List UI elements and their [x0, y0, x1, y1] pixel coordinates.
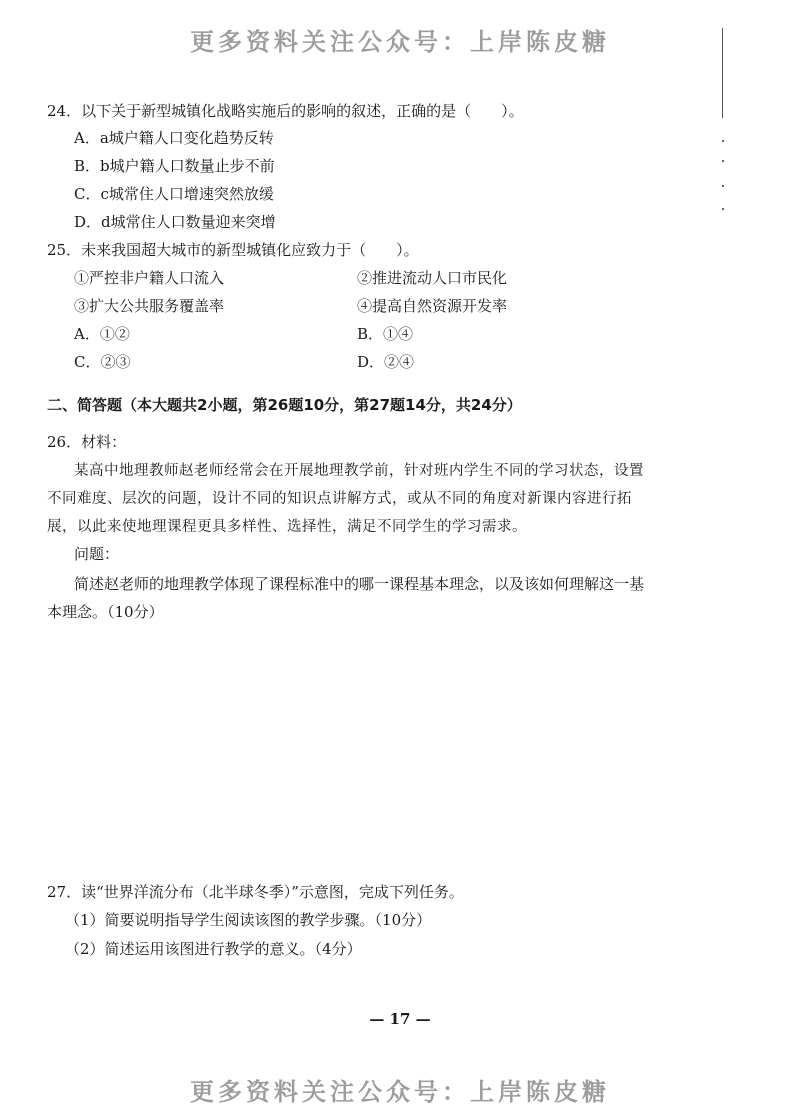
question-24-stem: 24．以下关于新型城镇化战略实施后的影响的叙述，正确的是（ ）。 — [47, 102, 524, 120]
question-24-option-d: D．d城常住人口数量迎来突增 — [74, 213, 276, 231]
question-27-task-2: （2）简述运用该图进行教学的意义。（4分） — [65, 940, 362, 958]
question-26-material-line: 展，以此来使地理课程更具多样性、选择性，满足不同学生的学习需求。 — [47, 519, 527, 535]
scan-edge-line — [722, 28, 723, 118]
question-26-label: 26．材料： — [47, 433, 127, 451]
question-26-material-line: 不同难度、层次的问题，设计不同的知识点讲解方式，或从不同的角度对新课内容进行拓 — [47, 491, 632, 507]
question-25-item-3: ③扩大公共服务覆盖率 — [74, 297, 225, 315]
scan-edge-dot — [722, 185, 724, 187]
scan-edge-dot — [722, 140, 724, 142]
question-25-item-2: ②推进流动人口市民化 — [357, 269, 508, 287]
question-26-question-label: 问题： — [74, 545, 120, 563]
question-26-material-line: 某高中地理教师赵老师经常会在开展地理教学前，针对班内学生不同的学习状态，设置 — [74, 463, 644, 479]
question-27-task-1: （1）简要说明指导学生阅读该图的教学步骤。（10分） — [65, 911, 432, 929]
question-25-item-4: ④提高自然资源开发率 — [357, 297, 508, 315]
question-26-question-line: 本理念。（10分） — [47, 603, 164, 621]
question-25-stem: 25．未来我国超大城市的新型城镇化应致力于（ ）。 — [47, 241, 419, 259]
watermark-bottom: 更多资料关注公众号：上岸陈皮糖 — [190, 1078, 610, 1106]
question-26-question-line: 简述赵老师的地理教学体现了课程标准中的哪一课程基本理念，以及该如何理解这一基 — [74, 575, 645, 593]
section-2-heading: 二、简答题（本大题共2小题，第26题10分，第27题14分，共24分） — [47, 396, 522, 414]
question-24-option-b: B．b城户籍人口数量止步不前 — [74, 157, 275, 175]
question-25-option-c: C．②③ — [74, 353, 131, 371]
question-25-option-b: B．①④ — [357, 325, 414, 343]
watermark-top: 更多资料关注公众号：上岸陈皮糖 — [190, 28, 610, 56]
question-25-option-a: A．①② — [74, 325, 130, 343]
scan-edge-dot — [722, 208, 724, 210]
question-27-stem: 27．读“世界洋流分布（北半球冬季）”示意图，完成下列任务。 — [47, 883, 464, 901]
question-24-option-c: C．c城常住人口增速突然放缓 — [74, 185, 274, 203]
page-number: — 17 — — [369, 1010, 431, 1028]
question-25-option-d: D．②④ — [357, 353, 415, 371]
question-24-option-a: A．a城户籍人口变化趋势反转 — [74, 129, 274, 147]
question-25-item-1: ①严控非户籍人口流入 — [74, 269, 225, 287]
scan-edge-dot — [722, 160, 724, 162]
